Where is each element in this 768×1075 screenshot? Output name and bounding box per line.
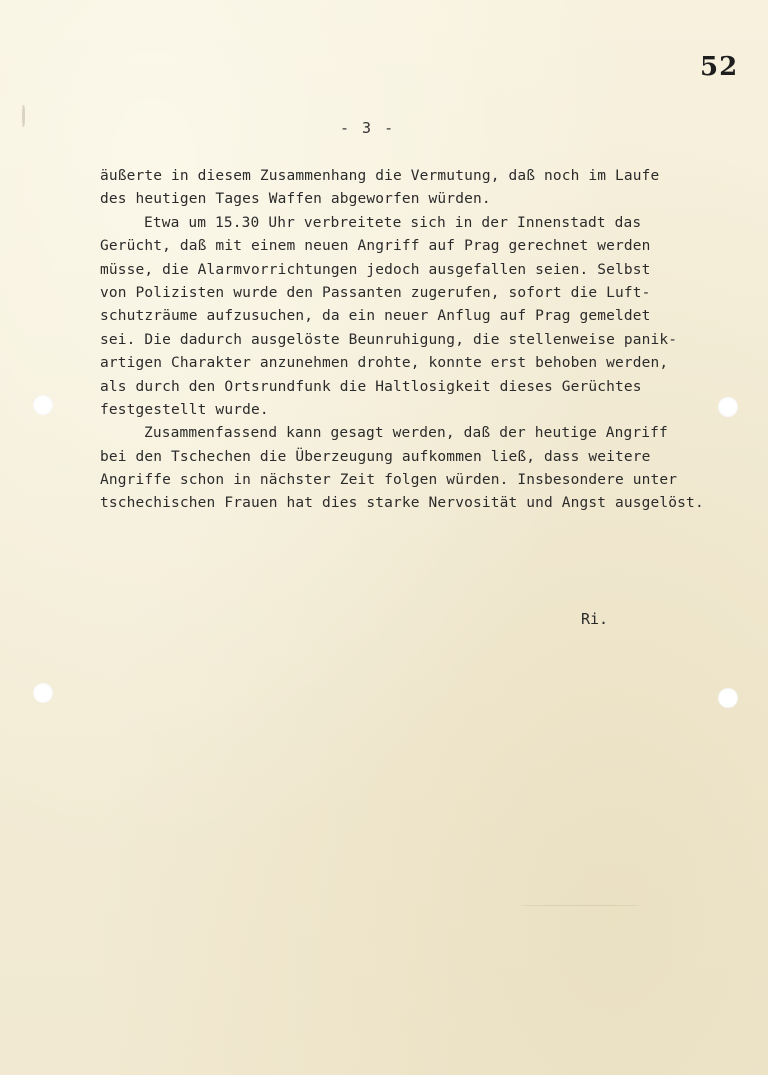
text-line: Zusammenfassend kann gesagt werden, daß der heutige Angriff [144,425,668,442]
text-line: von Polizisten wurde den Passanten zugerufen, sofort die Luft- [100,284,651,301]
text-line: des heutigen Tages Waffen abgeworfen würden. [100,191,491,208]
text-line: Gerücht, daß mit einem neuen Angriff auf Prag gerechnet werden [100,238,651,255]
text-line: müsse, die Alarmvorrichtungen jedoch ausgefallen seien. Selbst [100,261,651,278]
text-line: festgestellt wurde. [100,401,269,418]
text-line: artigen Charakter anzunehmen drohte, konnte erst behoben werden, [100,355,669,372]
text-line: Etwa um 15.30 Uhr verbreitete sich in der Innenstadt das [144,214,642,231]
ink-smudge [22,105,25,127]
text-line: als durch den Ortsrundfunk die Haltlosigkeit dieses Gerüchtes [100,378,642,395]
text-line: Angriffe schon in nächster Zeit folgen würden. Insbesondere unter [100,472,678,489]
document-body [100,165,740,516]
punch-hole [33,395,53,415]
ink-smudge [520,905,640,906]
text-line: schutzräume aufzusuchen, da ein neuer Anflug auf Prag gemeldet [100,308,651,325]
punch-hole [718,688,738,708]
text-line: tschechischen Frauen hat dies starke Nervosität und Angst ausgelöst. [100,495,704,512]
text-line: äußerte in diesem Zusammenhang die Vermutung, daß noch im Laufe [100,168,660,184]
text-line: sei. Die dadurch ausgelöste Beunruhigung, die stellenweise panik- [100,331,678,348]
text-line: bei den Tschechen die Überzeugung aufkommen ließ, dass weitere [100,448,651,465]
folio-number: 52 [700,52,739,82]
punch-hole [33,683,53,703]
signature-initials: Ri. [581,610,609,628]
page-number: - 3 - [340,119,396,137]
